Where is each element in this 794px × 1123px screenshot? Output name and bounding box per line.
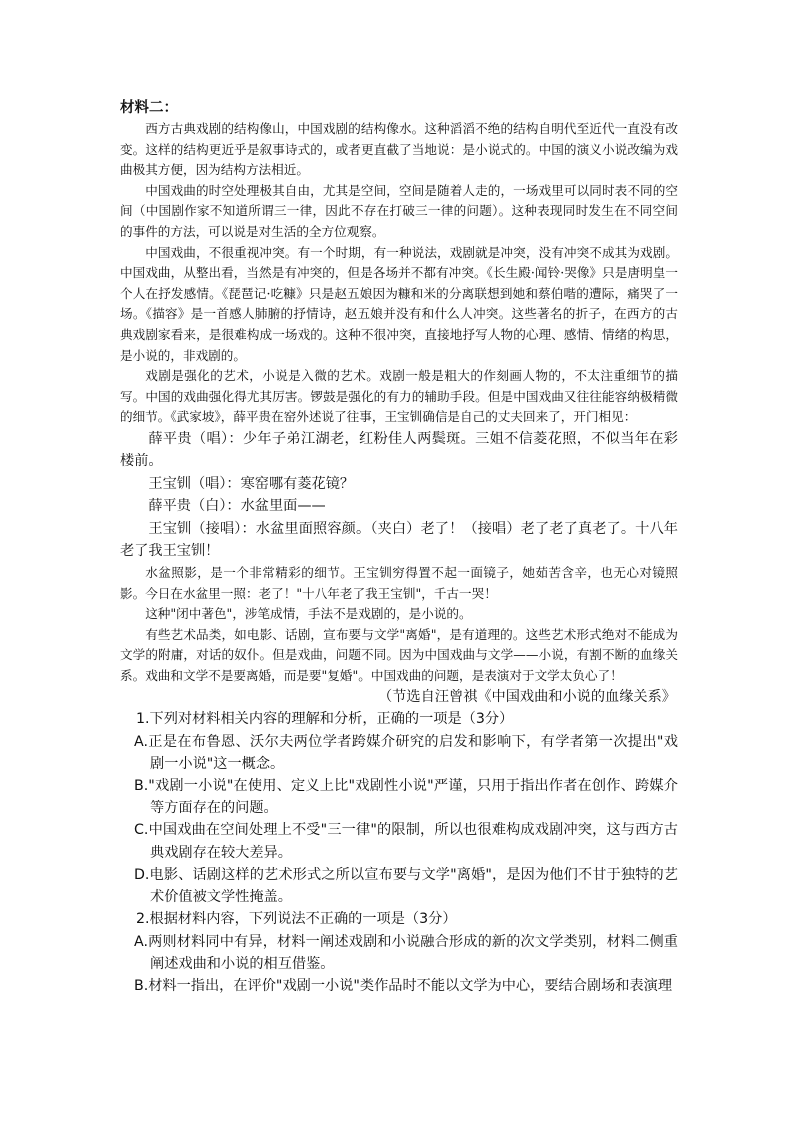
- dialogue-line: 王宝钏（接唱）：水盆里面照容颜。（夹白）老了！（接唱）老了老了真老了。十八年老了我王宝钏！: [120, 520, 678, 560]
- paragraph: 有些艺术品类，如电影、话剧，宣布要与文学"离婚"，是有道理的。这些艺术形式绝对不能成为文学的附庸，对话的奴仆。但是戏曲，问题不同。因为中国戏曲与文学——小说，有割不断的血缘关系。戏曲和文学不是要离婚，而是要"复婚"。中国戏曲的问题，是表演对于文学太负心了！: [120, 626, 678, 683]
- dialogue-line: 薛平贵（白）：水盆里面——: [148, 498, 326, 515]
- question-1-option-c: C.中国戏曲在空间处理上不受"三一律"的限制，所以也很难构成戏剧冲突，这与西方古典戏剧存在较大差异。: [134, 822, 678, 861]
- question-1-stem: 1.下列对材料相关内容的理解和分析，正确的一项是（3分）: [136, 711, 514, 728]
- paragraph: 这种"闭中著色"，涉笔成情，手法不是戏剧的，是小说的。: [145, 606, 472, 622]
- dialogue-line: 王宝钏（唱）：寒窑哪有菱花镜？: [148, 475, 355, 492]
- source-citation: （节选自汪曾祺《中国戏曲和小说的血缘关系》: [378, 689, 676, 706]
- paragraph: 西方古典戏剧的结构像山，中国戏剧的结构像水。这种滔滔不绝的结构自明代至近代一直没有改变。这样的结构更近乎是叙事诗式的，或者更直截了当地说：是小说式的。中国的演义小说改编为戏曲极其方便，因为结构方法相近。: [120, 121, 678, 178]
- question-2-option-b: B.材料一指出，在评价"戏剧一小说"类作品时不能以文学为中心，要结合剧场和表演理: [134, 977, 673, 994]
- paragraph: 中国戏曲，不很重视冲突。有一个时期，有一种说法，戏剧就是冲突，没有冲突不成其为戏剧。中国戏曲，从整出看，当然是有冲突的，但是各场并不都有冲突。《长生殿·闻铃·哭像》只是唐明皇一个人在抒发感情。《琵琶记·吃糠》只是赵五娘因为糠和米的分离联想到她和蔡伯喈的遭际，痛哭了一场。《描容》是一首感人肺腑的抒情诗，赵五娘并没有和什么人冲突。这些著名的折子，在西方的古典戏剧家看来，是很难构成一场戏的。这种不很冲突，直接地抒写人物的心理、感情、情绪的构思，是小说的，非戏剧的。: [120, 244, 678, 363]
- paragraph: 戏剧是强化的艺术，小说是入微的艺术。戏剧一般是粗大的作刻画人物的，不太注重细节的描写。中国的戏曲强化得尤其厉害。锣鼓是强化的有力的辅助手段。但是中国戏曲又往往能容纳极精微的细节。《武家坡》，薛平贵在窑外述说了往事，王宝钏确信是自己的丈夫回来了，开门相见：: [120, 368, 678, 425]
- question-2-stem: 2.根据材料内容，下列说法不正确的一项是（3分）: [136, 911, 457, 928]
- paragraph: 中国戏曲的时空处理极其自由，尤其是空间，空间是随着人走的，一场戏里可以同时表不同的空间（中国剧作家不知道所谓三一律，因此不存在打破三一律的问题）。这种表现同时发生在不同空间的事件的方法，可以说是对生活的全方位观察。: [120, 182, 678, 239]
- paragraph: 水盆照影，是一个非常精彩的细节。王宝钏穷得置不起一面镜子，她茹苦含辛，也无心对镜照影。今日在水盆里一照：老了！"十八年老了我王宝钏"，千古一哭！: [120, 564, 678, 601]
- dialogue-line: 薛平贵（唱）：少年子弟江湖老，红粉佳人两鬓斑。三姐不信菱花照，不似当年在彩楼前。: [120, 430, 678, 470]
- question-2-option-a: A.两则材料同中有异，材料一阐述戏剧和小说融合形成的新的次文学类别，材料二侧重阐述戏曲和小说的相互借鉴。: [134, 933, 678, 972]
- section-heading: 材料二：: [120, 100, 178, 116]
- question-1-option-d: D.电影、话剧这样的艺术形式之所以宣布要与文学"离婚"，是因为他们不甘于独特的艺术价值被文学性掩盖。: [134, 866, 678, 906]
- question-1-option-b: B."戏剧一小说"在使用、定义上比"戏剧性小说"严谨，只用于指出作者在创作、跨媒介等方面存在的问题。: [134, 778, 678, 817]
- document-body: [120, 98, 678, 997]
- question-1-option-a: A.正是在布鲁恩、沃尔夫两位学者跨媒介研究的启发和影响下，有学者第一次提出"戏剧一小说"这一概念。: [134, 733, 678, 772]
